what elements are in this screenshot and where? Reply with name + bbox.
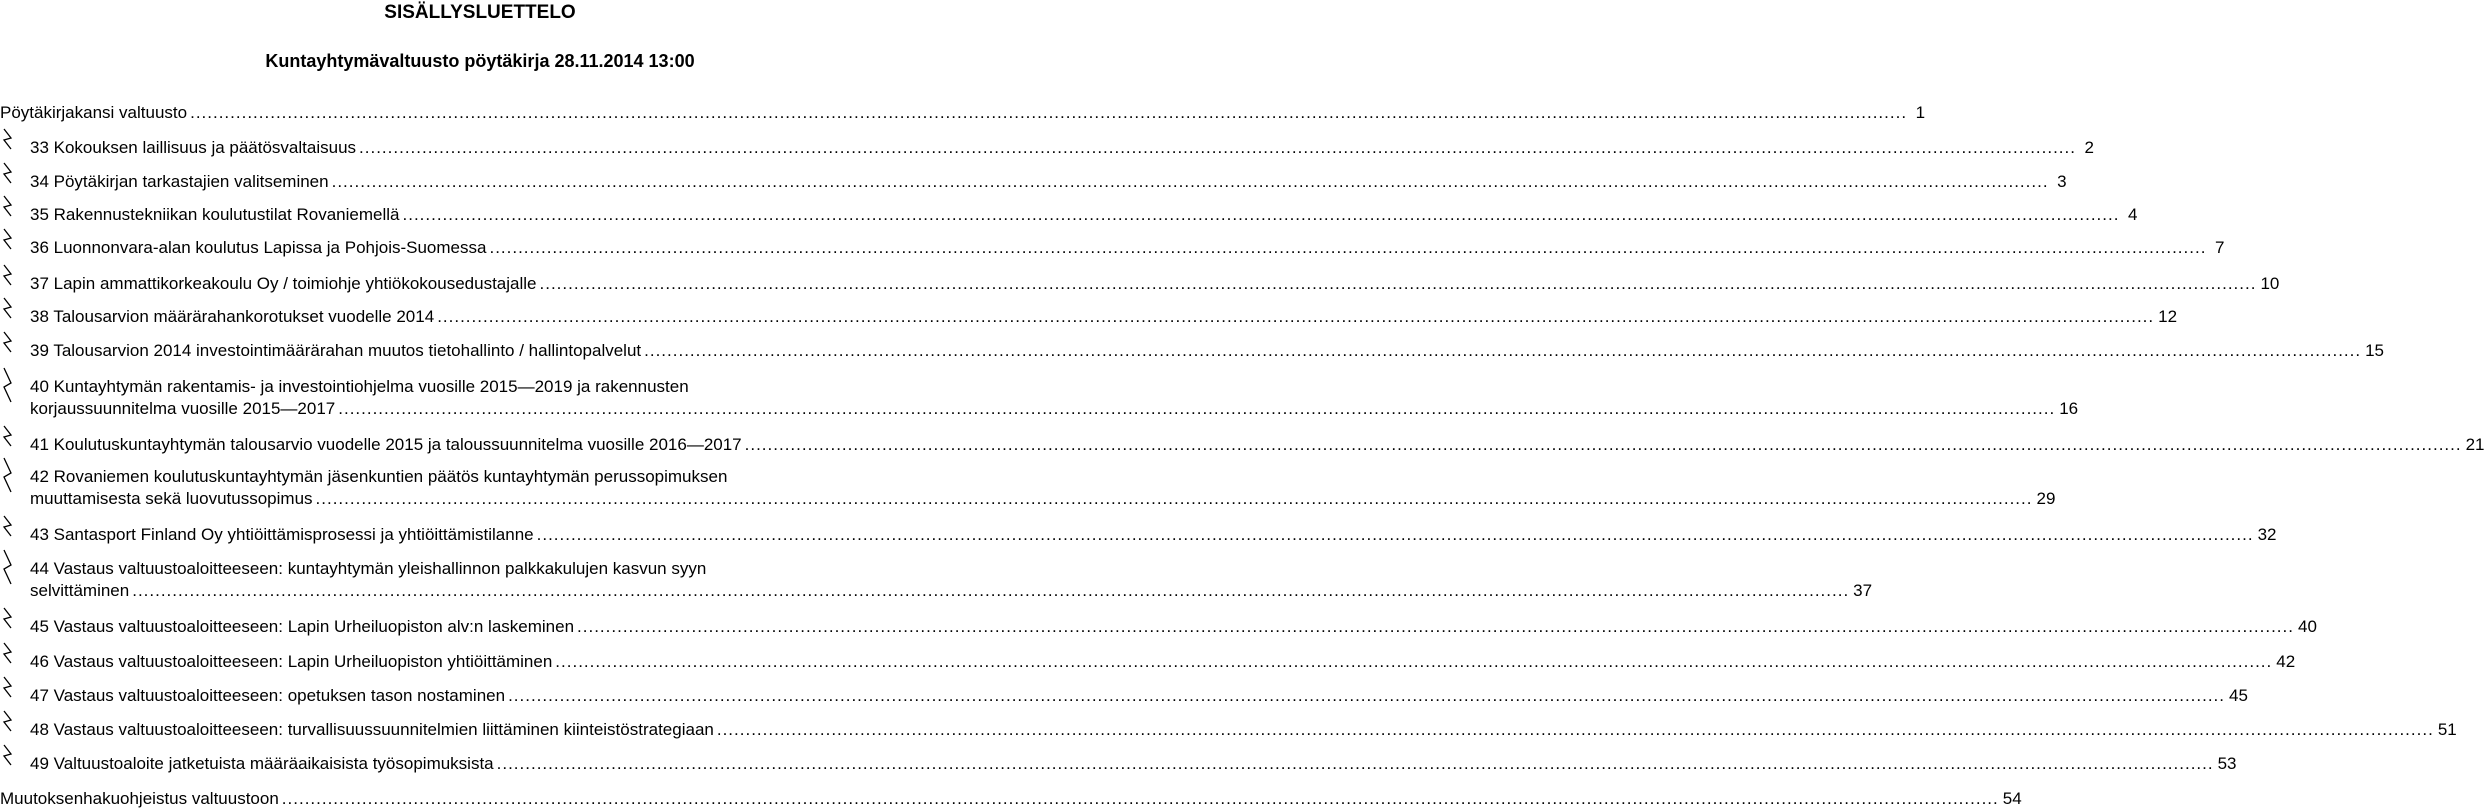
dot-leader: ............................................................................................................................................................................................................................................................................................................ [338, 399, 2056, 418]
toc-entry-page-number: 7 [2214, 238, 2225, 257]
toc-entry-page-number: 37 [1853, 581, 1873, 600]
dot-leader: ............................................................................................................................................................................................................................................................................................................ [132, 581, 1850, 600]
toc-entry-title: 41 Koulutuskuntayhtymän talousarvio vuodelle 2015 ja taloussuunnitelma vuosille 2016—2017 [30, 435, 742, 454]
toc-entry-page-number: 15 [2365, 341, 2385, 360]
toc-entry-page-number: 4 [2127, 205, 2138, 224]
dot-leader: ............................................................................................................................................................................................................................................................................................................ [190, 103, 1908, 122]
tree-branch-icon [2, 643, 12, 663]
tree-branch-icon [2, 677, 12, 697]
toc-entry-title-line1: 40 Kuntayhtymän rakentamis- ja investointiohjelma vuosille 2015—2019 ja rakennusten [30, 377, 689, 396]
toc-entry-title: 36 Luonnonvara-alan koulutus Lapissa ja Pohjois-Suomessa [30, 238, 487, 257]
toc-entry-title: Pöytäkirjakansi valtuusto [0, 103, 188, 122]
dot-leader: ............................................................................................................................................................................................................................................................................................................ [489, 238, 2207, 257]
dot-leader: ............................................................................................................................................................................................................................................................................................................ [644, 341, 2362, 360]
toc-entry-title: 34 Pöytäkirjan tarkastajien valitseminen [30, 172, 329, 191]
toc-entry-page-number: 32 [2257, 525, 2277, 544]
tree-branch-icon [2, 298, 12, 318]
dot-leader: ............................................................................................................................................................................................................................................................................................................ [716, 720, 2434, 739]
tree-branch-icon [2, 265, 12, 285]
tree-branch-icon [2, 458, 12, 492]
page-subtitle: Kuntayhtymävaltuusto pöytäkirja 28.11.2014 13:00 [265, 51, 695, 71]
toc-entry-title: 47 Vastaus valtuustoaloitteeseen: opetuksen tason nostaminen [30, 686, 506, 705]
toc-entry-title: 48 Vastaus valtuustoaloitteeseen: turvallisuussuunnitelmien liittäminen kiinteistöstrategiaan [30, 720, 714, 739]
toc-entry-title: selvittäminen [30, 581, 130, 600]
toc-entry-title-line1: 42 Rovaniemen koulutuskuntayhtymän jäsenkuntien päätös kuntayhtymän perussopimuksen [30, 467, 728, 486]
dot-leader: ............................................................................................................................................................................................................................................................................................................ [315, 489, 2033, 508]
toc-entry-title: 35 Rakennustekniikan koulutustilat Rovaniemellä [30, 205, 400, 224]
tree-branch-icon [2, 229, 12, 249]
dot-leader: ............................................................................................................................................................................................................................................................................................................ [555, 652, 2273, 671]
dot-leader: ............................................................................................................................................................................................................................................................................................................ [331, 172, 2049, 191]
tree-branch-icon [2, 129, 12, 149]
toc-entry-title: 43 Santasport Finland Oy yhtiöittämisprosessi ja yhtiöittämistilanne [30, 525, 534, 544]
tree-branch-icon [2, 332, 12, 352]
toc-entry-title: 37 Lapin ammattikorkeakoulu Oy / toimiohje yhtiökokousedustajalle [30, 274, 537, 293]
toc-entry-title: 39 Talousarvion 2014 investointimäärärahan muutos tietohallinto / hallintopalvelut [30, 341, 642, 360]
dot-leader: ............................................................................................................................................................................................................................................................................................................ [402, 205, 2120, 224]
page-title: SISÄLLYSLUETTELO [384, 2, 576, 23]
tree-branch-icon [2, 550, 12, 584]
dot-leader: ............................................................................................................................................................................................................................................................................................................ [536, 525, 2254, 544]
toc-entry-page-number: 21 [2465, 435, 2485, 454]
toc-entry-page-number: 45 [2229, 686, 2248, 705]
toc-entry-page-number: 1 [1915, 103, 1926, 122]
tree-branch-icon [2, 163, 12, 183]
dot-leader: ............................................................................................................................................................................................................................................................................................................ [539, 274, 2257, 293]
toc-entry-title: 49 Valtuustoaloite jatketuista määräaikaisista työsopimuksista [30, 754, 494, 773]
tree-branch-icon [2, 426, 12, 446]
toc-entry-title: 45 Vastaus valtuustoaloitteeseen: Lapin Urheiluopiston alv:n laskeminen [30, 617, 575, 636]
dot-leader: ............................................................................................................................................................................................................................................................................................................ [359, 138, 2076, 157]
toc-entry-title-line1: 44 Vastaus valtuustoaloitteeseen: kuntayhtymän yleishallinnon palkkakulujen kasvun syyn [30, 559, 707, 578]
toc-entry-title: 38 Talousarvion määrärahankorotukset vuodelle 2014 [30, 307, 435, 326]
toc-entry-title: 46 Vastaus valtuustoaloitteeseen: Lapin Urheiluopiston yhtiöittäminen [30, 652, 553, 671]
tree-branch-icon [2, 516, 12, 536]
tree-branch-icon [2, 196, 12, 216]
toc-entry-page-number: 10 [2260, 274, 2280, 293]
toc-entry-page-number: 2 [2084, 138, 2094, 157]
tree-branch-icon [2, 608, 12, 628]
toc-entry-page-number: 3 [2057, 172, 2067, 191]
dot-leader: ............................................................................................................................................................................................................................................................................................................ [496, 754, 2214, 773]
dot-leader: ............................................................................................................................................................................................................................................................................................................ [577, 617, 2294, 636]
toc-entry-page-number: 29 [2036, 489, 2056, 508]
toc-entry-page-number: 40 [2297, 617, 2317, 636]
tree-branch-icon [2, 711, 12, 731]
toc-entry-page-number: 53 [2217, 754, 2237, 773]
tree-branch-icon [2, 368, 12, 402]
toc-entry-page-number: 16 [2059, 399, 2079, 418]
toc-entry-title: Muutoksenhakuohjeistus valtuustoon [0, 789, 279, 808]
toc-entry-page-number: 51 [2437, 720, 2457, 739]
dot-leader: ............................................................................................................................................................................................................................................................................................................ [281, 789, 1999, 808]
dot-leader: ............................................................................................................................................................................................................................................................................................................ [744, 435, 2462, 454]
tree-branch-icon [2, 745, 12, 765]
toc-entry-title: muuttamisesta sekä luovutussopimus [30, 489, 313, 508]
toc-entry-page-number: 42 [2276, 652, 2296, 671]
toc-entry-title: korjaussuunnitelma vuosille 2015—2017 [30, 399, 336, 418]
toc-entry-page-number: 54 [2002, 789, 2022, 808]
dot-leader: ............................................................................................................................................................................................................................................................................................................ [508, 686, 2226, 705]
dot-leader: ............................................................................................................................................................................................................................................................................................................ [437, 307, 2155, 326]
toc-entry-page-number: 12 [2158, 307, 2178, 326]
toc-entry-title: 33 Kokouksen laillisuus ja päätösvaltaisuus [30, 138, 357, 157]
